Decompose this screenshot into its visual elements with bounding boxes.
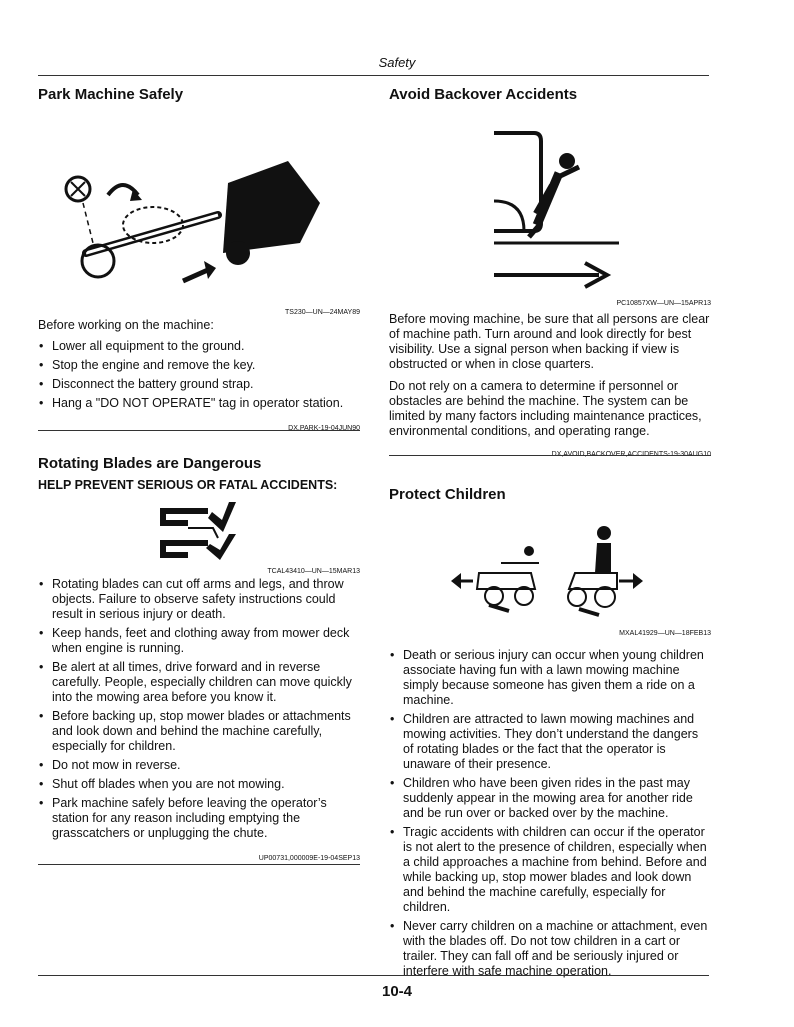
- blades-title: Rotating Blades are Dangerous: [38, 455, 262, 472]
- backover-title: Avoid Backover Accidents: [389, 86, 578, 103]
- backover-figure-id: PC10857XW—UN—15APR13: [616, 300, 711, 307]
- children-list: [389, 648, 711, 979]
- blades-section: [38, 455, 360, 862]
- list-item: • Children who have been given rides in the past may suddenly appear in the mowing area for another ride and be run over or backed over by the machine.: [389, 776, 711, 821]
- list-item: • Be alert at all times, drive forward and in reverse carefully. People, especially children can move quickly into the mowing area before you know it.: [38, 660, 360, 705]
- page-number: 10-4: [381, 983, 413, 1000]
- list-item: • Children are attracted to lawn mowing machines and mowing activities. They don’t understand the dangers of rotating blades or the fact that the operator is unaware of their presence.: [389, 712, 711, 772]
- children-section: [389, 486, 711, 983]
- blades-rule: [38, 864, 360, 865]
- backover-figure: [389, 103, 711, 307]
- backover-para-2: Do not rely on a camera to determine if personnel or obstacles are behind the machine. The system can be limited by many factors including maintenance practices, environmental conditions, and operating range.: [389, 379, 702, 438]
- list-item: • Stop the engine and remove the key.: [38, 358, 360, 373]
- footer-rule: [38, 975, 709, 976]
- park-figure: [38, 103, 360, 316]
- header-rule: [38, 75, 709, 76]
- list-item: • Rotating blades can cut off arms and legs, and throw objects. Failure to observe safety instructions could result in serious injury or death.: [38, 577, 360, 622]
- blades-list: [38, 577, 360, 841]
- list-item: • Do not mow in reverse.: [38, 758, 360, 773]
- list-item: • Keep hands, feet and clothing away from mower deck when engine is running.: [38, 626, 360, 656]
- right-column: [389, 86, 711, 458]
- blades-subtitle: HELP PREVENT SERIOUS OR FATAL ACCIDENTS:: [38, 478, 338, 492]
- park-reference: DX,PARK-19-04JUN90: [288, 425, 360, 432]
- backover-illustration: [389, 113, 711, 303]
- park-rule: [38, 430, 360, 431]
- list-item: • Tragic accidents with children can occur if the operator is not alert to the presence of children, especially when a child approaches a machine from behind. Before and while backing up, stop mower blades and look down and behind the machine carefully, especially for children.: [389, 825, 711, 915]
- backover-para-1: Before moving machine, be sure that all persons are clear of machine path. Turn around and look directly for best visibility. Use a signal person when backing if view is obstructed or when in close quarters.: [389, 312, 710, 371]
- list-item: • Park machine safely before leaving the operator’s station for any reason including emptying the grasscatchers or unplugging the chute.: [38, 796, 360, 841]
- list-item: • Before backing up, stop mower blades or attachments and look down and behind the machine carefully, especially for children.: [38, 709, 360, 754]
- park-list: [38, 339, 360, 411]
- blades-figure-id: TCAL43410—UN—15MAR13: [267, 568, 360, 575]
- running-header: Safety: [378, 55, 416, 70]
- children-figure-id: MXAL41929—UN—18FEB13: [619, 630, 711, 637]
- list-item: • Shut off blades when you are not mowing.: [38, 777, 360, 792]
- backover-reference: DX,AVOID,BACKOVER,ACCIDENTS-19-30AUG10: [551, 451, 711, 458]
- rotating-blade-symbol: [38, 498, 360, 568]
- children-title: Protect Children: [389, 486, 506, 503]
- left-column: [38, 86, 360, 432]
- list-item: • Hang a "DO NOT OPERATE" tag in operator station.: [38, 396, 360, 411]
- list-item: • Death or serious injury can occur when young children associate having fun with a lawn mowing machine simply because someone has given them a ride on a machine.: [389, 648, 711, 708]
- children-tractor-illustration: [389, 511, 711, 621]
- blades-figure: [38, 492, 360, 575]
- list-item: • Lower all equipment to the ground.: [38, 339, 360, 354]
- backover-rule: [389, 455, 711, 456]
- list-item: • Disconnect the battery ground strap.: [38, 377, 360, 392]
- blades-reference: UP00731,000009E-19-04SEP13: [258, 855, 360, 862]
- park-title: Park Machine Safely: [38, 86, 184, 103]
- park-intro: Before working on the machine:: [38, 318, 214, 332]
- key-removal-illustration: [38, 103, 360, 303]
- park-figure-id: TS230—UN—24MAY89: [285, 309, 360, 316]
- list-item: • Never carry children on a machine or attachment, even with the blades off. Do not tow children in a cart or trailer. They can fall off and be seriously injured or interfere with safe machine operation.: [389, 919, 711, 979]
- children-figure: [389, 503, 711, 637]
